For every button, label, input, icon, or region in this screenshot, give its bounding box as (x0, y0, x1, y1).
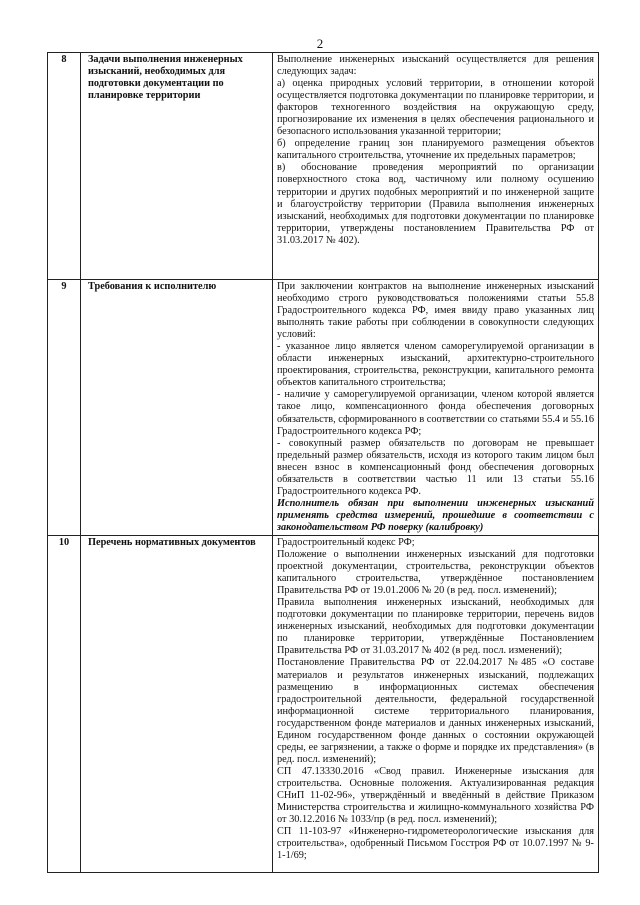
paragraph: в) обоснование проведения мероприятий по организации поверхностного стока вод, частичному или полному осушению территории и других подобных мероприятий и по инженерной защите и благоустройству территории (Правила выполнения инженерных изысканий, необходимых для подготовки документации по планировке территории, утверждены постановлением Правительства РФ от 31.03.2017 № 402). (277, 162, 594, 246)
paragraph: - наличие у саморегулируемой организации, членом которой является такое лицо, компенсационного фонда обеспечения договорных обязательств, сформированного в соответствии со статьями 55.4 и 55.16 Градостроительного кодекса РФ; (277, 389, 594, 437)
row-content (273, 535, 599, 872)
paragraph: - совокупный размер обязательств по договорам не превышает предельный размер обязательств, исходя из которого таким лицом был внесен взнос в компенсационный фонд обеспечения договорных обязательств в соответствии частью 11 или 13 статьи 55.16 Градостроительного кодекса РФ. (277, 437, 594, 497)
row-content (273, 53, 599, 280)
row-content (273, 280, 599, 536)
paragraph: Выполнение инженерных изысканий осуществляется для решения следующих задач: (277, 54, 594, 78)
paragraph: Градостроительный кодекс РФ; (277, 536, 415, 548)
row-title: Задачи выполнения инженерных изысканий, необходимых для подготовки документации по планировке территории (81, 53, 273, 280)
paragraph: - указанное лицо является членом саморегулируемой организации в области инженерных изысканий, архитектурно-строительного проектирования, строительства, реконструкции, капитального ремонта объектов капитального строительства; (277, 341, 594, 389)
paragraph: Положение о выполнении инженерных изысканий для подготовки проектной документации, строительства, реконструкции объектов капитального строительства, утверждённое постановлением Правительства РФ от 19.01.2006 № 20 (в ред. посл. изменений); (277, 549, 594, 597)
table-row (48, 280, 599, 536)
paragraph: а) оценка природных условий территории, в отношении которой осуществляется подготовка документации по планировке территории, и факторов техногенного воздействия на окружающую среду, прогнозирование их изменения в целях обеспечения рационального и безопасного использования указанной территории; (277, 78, 594, 138)
row-number: 8 (48, 53, 81, 280)
table-row (48, 535, 599, 872)
requirements-table (47, 52, 599, 873)
paragraph: Правила выполнения инженерных изысканий, необходимых для подготовки документации по планировке территории, перечень видов инженерных изысканий, необходимых для подготовки документации по планировке территории, утверждённые Постановлением Правительства РФ от 31.03.2017 № 402 (в ред. посл. изменений); (277, 597, 594, 657)
emphasis-paragraph: Исполнитель обязан при выполнении инженерных изысканий применять средства измерений, прошедшие в соответствии с законодательством РФ поверку (калибровку) (277, 497, 594, 533)
row-title: Перечень нормативных документов (81, 535, 273, 872)
row-number: 10 (48, 535, 81, 872)
paragraph: СП 47.13330.2016 «Свод правил. Инженерные изыскания для строительства. Основные положения. Актуализированная редакция СНиП 11-02-96», утверждённый и введённый в действие Приказом Министерства строительства и жилищно-коммунального хозяйства РФ от 30.12.2016 № 1033/пр (в ред. посл. изменений); (277, 765, 594, 826)
paragraph: СП 11-103-97 «Инженерно-гидрометеорологические изыскания для строительства», одобренный Письмом Госстроя РФ от 10.07.1997 № 9-1-1/69; (277, 826, 594, 862)
paragraph: Постановление Правительства РФ от 22.04.2017 №485 «О составе материалов и результатов инженерных изысканий, подлежащих размещению в информационных системах обеспечения градостроительной деятельности, федеральной государственной информационной системе территориального планирования, государственном фонде материалов и данных инженерных изысканий, Едином государственном фонде данных о состоянии окружающей среды, ее загрязнении, а также о форме и порядке их представления» (в ред. посл. изменений); (277, 657, 594, 765)
paragraph: б) определение границ зон планируемого размещения объектов капитального строительства, уточнение их предельных параметров; (277, 138, 594, 162)
paragraph: При заключении контрактов на выполнение инженерных изысканий необходимо строго руководствоваться положениями статьи 55.8 Градостроительного кодекса РФ, имея ввиду право указанных лиц выполнять такие работы при соблюдении в совокупности следующих условий: (277, 281, 594, 341)
row-title: Требования к исполнителю (81, 280, 273, 536)
row-number: 9 (48, 280, 81, 536)
table-row (48, 53, 599, 280)
page-number: 2 (316, 36, 324, 51)
